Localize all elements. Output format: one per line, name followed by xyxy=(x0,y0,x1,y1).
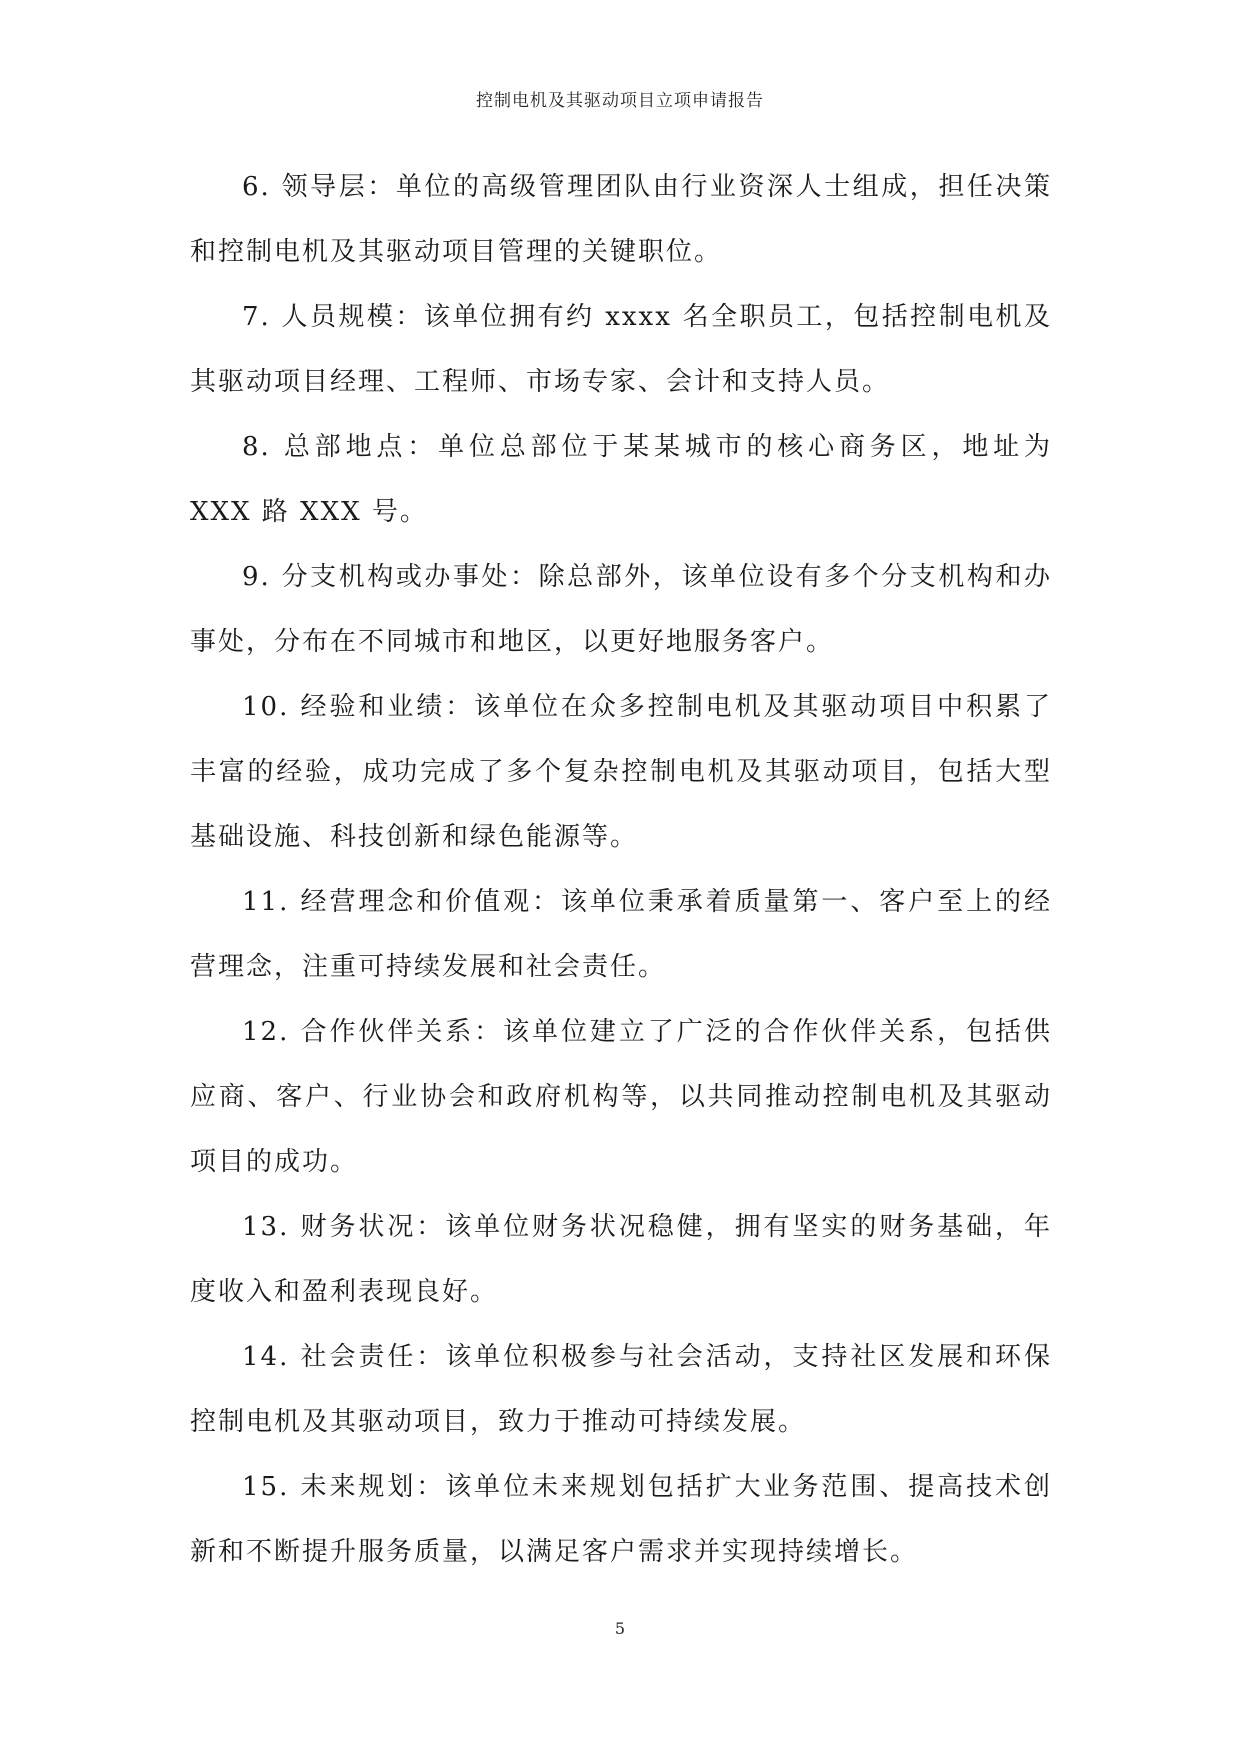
paragraph-headquarters: 8. 总部地点：单位总部位于某某城市的核心商务区，地址为 XXX 路 XXX 号。 xyxy=(190,432,1052,527)
paragraph-social-responsibility: 14. 社会责任：该单位积极参与社会活动，支持社区发展和环保控制电机及其驱动项目，致力于推动可持续发展。 xyxy=(190,1342,1052,1437)
paragraph-finance: 13. 财务状况：该单位财务状况稳健，拥有坚实的财务基础，年度收入和盈利表现良好。 xyxy=(190,1212,1052,1307)
document-body xyxy=(190,155,1052,1585)
paragraph-experience: 10. 经验和业绩：该单位在众多控制电机及其驱动项目中积累了丰富的经验，成功完成了多个复杂控制电机及其驱动项目，包括大型基础设施、科技创新和绿色能源等。 xyxy=(190,692,1052,852)
paragraph-leadership: 6. 领导层：单位的高级管理团队由行业资深人士组成，担任决策和控制电机及其驱动项目管理的关键职位。 xyxy=(190,172,1052,267)
page-header: 控制电机及其驱动项目立项申请报告 xyxy=(476,91,764,111)
paragraph-future-plans: 15. 未来规划：该单位未来规划包括扩大业务范围、提高技术创新和不断提升服务质量，以满足客户需求并实现持续增长。 xyxy=(190,1472,1052,1567)
page-number: 5 xyxy=(614,1619,626,1638)
paragraph-branches: 9. 分支机构或办事处：除总部外，该单位设有多个分支机构和办事处，分布在不同城市和地区，以更好地服务客户。 xyxy=(190,562,1052,657)
paragraph-partnerships: 12. 合作伙伴关系：该单位建立了广泛的合作伙伴关系，包括供应商、客户、行业协会和政府机构等，以共同推动控制电机及其驱动项目的成功。 xyxy=(190,1017,1052,1177)
paragraph-philosophy: 11. 经营理念和价值观：该单位秉承着质量第一、客户至上的经营理念，注重可持续发展和社会责任。 xyxy=(190,887,1052,982)
paragraph-staff-size: 7. 人员规模：该单位拥有约 xxxx 名全职员工，包括控制电机及其驱动项目经理、工程师、市场专家、会计和支持人员。 xyxy=(190,302,1052,397)
